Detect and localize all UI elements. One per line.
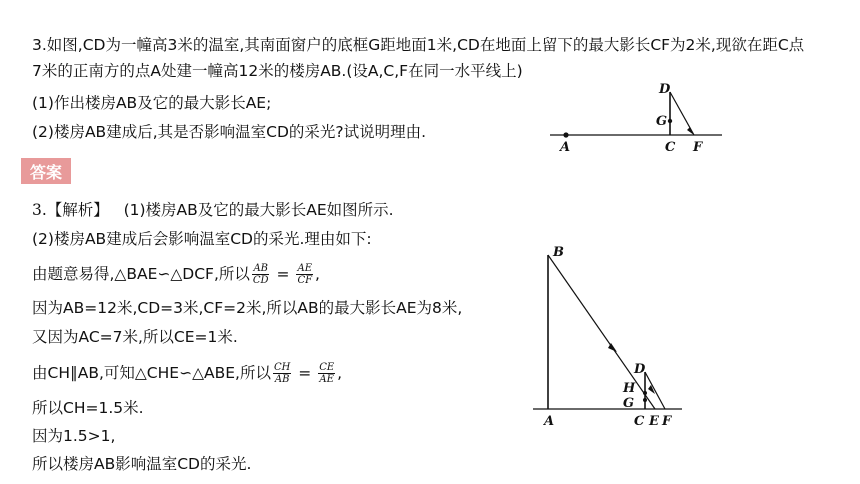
- answer-line-6-text: 由CH∥AB,可知△CHE∽△ABE,所以: [32, 364, 271, 382]
- question-part-1: (1)作出楼房AB及它的最大影长AE;: [32, 94, 272, 112]
- answer-part-1: (1)楼房AB及它的最大影长AE如图所示.: [123, 201, 394, 219]
- label-f: F: [693, 140, 703, 155]
- answer-number: 3.: [32, 201, 47, 219]
- equals-sign: =: [276, 265, 290, 283]
- label-c: C: [665, 140, 676, 155]
- point-g: [668, 119, 672, 123]
- answer-line-5: 又因为AC=7米,所以CE=1米.: [32, 328, 238, 346]
- label-b: B: [553, 245, 564, 260]
- answer-line-3-text: 由题意易得,△BAE∽△DCF,所以: [32, 265, 250, 283]
- label-d: D: [659, 82, 671, 97]
- label-a-2: A: [544, 414, 555, 429]
- comma: ,: [315, 265, 320, 283]
- comma: ,: [337, 364, 343, 382]
- arrow-head-be: [608, 343, 617, 352]
- figure-1: [550, 82, 722, 155]
- answer-badge: 答案: [21, 158, 71, 184]
- label-h: H: [623, 381, 636, 396]
- point-h: [643, 391, 647, 395]
- fraction-denominator: AE: [319, 374, 334, 385]
- answer-conclusion: 所以楼房AB影响温室CD的采光.: [32, 455, 252, 473]
- figure-2: [533, 245, 682, 429]
- label-g-2: G: [623, 396, 635, 411]
- answer-line-7: 所以CH=1.5米.: [32, 399, 144, 417]
- analysis-tag: 【解析】: [46, 201, 109, 219]
- label-g: G: [656, 114, 668, 129]
- fraction-numerator: AE: [297, 263, 312, 274]
- fraction-numerator: CH: [273, 362, 291, 373]
- question-line-1: 3.如图,CD为一幢高3米的温室,其南面窗户的底框G距地面1米,CD在地面上留下的最大影长CF为2米,现欲在距C点: [32, 36, 805, 54]
- point-a: [563, 132, 568, 137]
- equals-sign: =: [298, 364, 312, 382]
- fraction-numerator: AB: [253, 263, 269, 274]
- answer-line-8: 因为1.5>1,: [32, 427, 116, 445]
- answer-part-2: (2)楼房AB建成后会影响温室CD的采光.理由如下:: [32, 230, 372, 248]
- fraction-denominator: CF: [297, 275, 313, 286]
- question-part-2: (2)楼房AB建成后,其是否影响温室CD的采光?试说明理由.: [32, 123, 427, 141]
- label-c-2: C: [634, 414, 645, 429]
- point-g-2: [643, 398, 647, 402]
- arrow-head: [687, 127, 694, 135]
- label-e: E: [649, 414, 659, 429]
- question-line-2: 7米的正南方的点A处建一幢高12米的楼房AB.(设A,C,F在同一水平线上): [32, 62, 523, 80]
- shadow-ray-be: [548, 255, 655, 409]
- fraction-denominator: CD: [252, 275, 269, 286]
- label-a: A: [560, 140, 571, 155]
- fraction-denominator: AB: [274, 374, 290, 385]
- label-d-2: D: [634, 362, 646, 377]
- shadow-ray-df-2: [645, 372, 665, 409]
- fraction-numerator: CE: [319, 362, 335, 373]
- label-f-2: F: [662, 414, 672, 429]
- answer-line-4: 因为AB=12米,CD=3米,CF=2米,所以AB的最大影长AE为8米,: [32, 299, 463, 317]
